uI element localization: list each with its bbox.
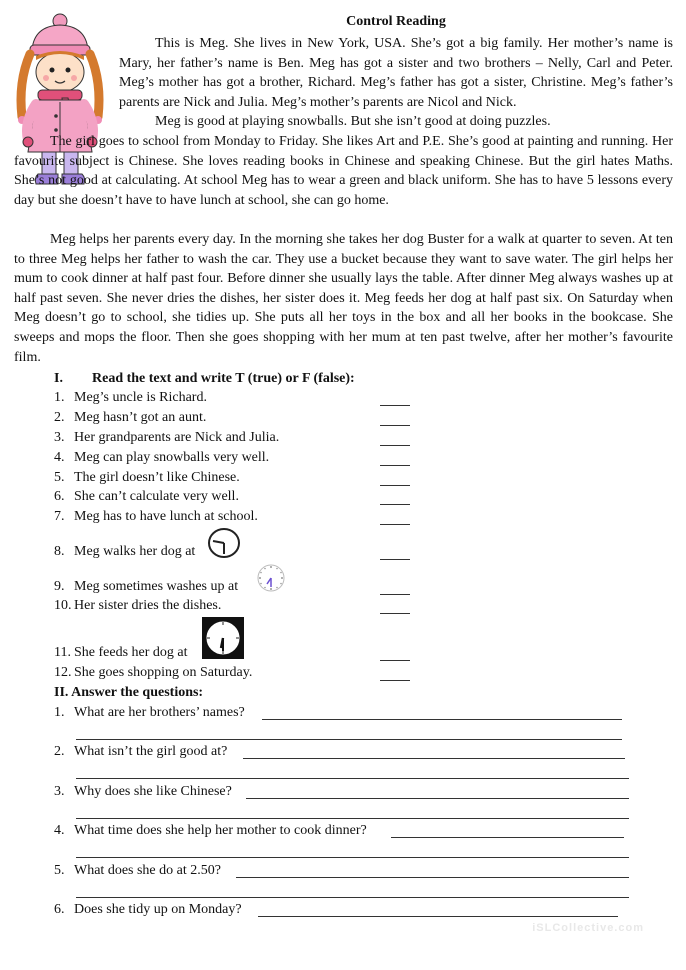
tf-blank-7[interactable] [380, 524, 410, 525]
paragraph-1: This is Meg. She lives in New York, USA. She’s got a big family. Her mother’s name is Mary, her father’s name is Ben. Meg has got a sister and two brothers – Nelly, Carl and Peter. Meg’s mother has got a brother, Richard. Meg’s father has got a sister, Christine. Meg’s father’s parents are Nick and Julia. Meg’s mother’s parents are Nicol and Nick. [119, 36, 673, 110]
tf-blank-11[interactable] [380, 660, 410, 661]
answer-line-1a[interactable] [262, 719, 622, 720]
question-3: 3. Why does she like Chinese? [54, 784, 232, 799]
section-1-heading [54, 371, 355, 387]
tf-blank-6[interactable] [380, 504, 410, 505]
tf-item-3: 3. Her grandparents are Nick and Julia. [54, 430, 280, 445]
tf-blank-4[interactable] [380, 465, 410, 466]
answer-line-3b[interactable] [76, 818, 629, 819]
answer-line-2b[interactable] [76, 778, 629, 779]
question-6: 6. Does she tidy up on Monday? [54, 902, 242, 917]
tf-item-12: 12. She goes shopping on Saturday. [54, 665, 253, 680]
answer-line-4a[interactable] [391, 837, 624, 838]
tf-item-6: 6. She can’t calculate very well. [54, 489, 239, 504]
question-4: 4. What time does she help her mother to cook dinner? [54, 823, 367, 838]
clock-half-past-seven-icon [255, 563, 287, 593]
tf-blank-9[interactable] [380, 594, 410, 595]
tf-item-10: 10. Her sister dries the dishes. [54, 598, 222, 613]
paragraph-3-text: The girl goes to school from Monday to Friday. She likes Art and P.E. She’s good at painting and running. Her favourite subject is Chinese. She loves reading books in Chinese and speaking Chinese. But the girl hates Maths. She’s not good at calculating. At school Meg has to wear a green and black uniform. She has to have 5 lessons every day but she doesn’t have to have lunch at school, she can go home. [14, 134, 673, 208]
tf-item-5: 5. The girl doesn’t like Chinese. [54, 470, 240, 485]
tf-item-7: 7. Meg has to have lunch at school. [54, 509, 258, 524]
clock-half-past-six-icon [202, 617, 244, 659]
site-watermark: iSLCollective.com [532, 922, 644, 934]
tf-blank-5[interactable] [380, 485, 410, 486]
tf-blank-2[interactable] [380, 425, 410, 426]
answer-line-6a[interactable] [258, 916, 618, 917]
answer-line-2a[interactable] [243, 758, 625, 759]
question-5: 5. What does she do at 2.50? [54, 863, 221, 878]
tf-blank-12[interactable] [380, 680, 410, 681]
section-2-heading: II. Answer the questions: [54, 685, 204, 700]
tf-blank-3[interactable] [380, 445, 410, 446]
paragraph-2: Meg is good at playing snowballs. But she isn’t good at doing puzzles. [155, 114, 551, 129]
tf-item-11: 11. She feeds her dog at [54, 645, 188, 660]
tf-item-4: 4. Meg can play snowballs very well. [54, 450, 270, 465]
section-1-number: I. [54, 371, 63, 386]
tf-item-2: 2. Meg hasn’t got an aunt. [54, 410, 207, 425]
tf-item-8: 8. Meg walks her dog at [54, 544, 196, 559]
page-title: Control Reading [346, 14, 446, 29]
question-1: 1. What are her brothers’ names? [54, 705, 245, 720]
answer-line-5a[interactable] [236, 877, 629, 878]
paragraph-4: Meg helps her parents every day. In the morning she takes her dog Buster for a walk at quarter to seven. At ten to three Meg helps her father to wash the car. They use a bucket because they want to save water. The girl helps her mum to cook dinner at half past four. Before dinner she usually lays the table. After dinner Meg always washes up at half past seven. She never dries the dishes, her sister does it. Meg feeds her dog at half past six. On Saturday when Meg doesn’t go to school, she tidies up. She puts all her toys in the box and all her books in the bookcase. She sweeps and mops the floor. Then she goes shopping with her mum at ten past twelve, after her mother’s favourite film. [14, 232, 673, 365]
tf-item-9: 9. Meg sometimes washes up at [54, 579, 239, 594]
paragraph-3 [14, 132, 673, 210]
clock-quarter-to-seven-icon [207, 527, 241, 559]
answer-line-5b[interactable] [76, 897, 629, 898]
answer-line-3a[interactable] [246, 798, 629, 799]
answer-line-1b[interactable] [76, 739, 622, 740]
tf-blank-1[interactable] [380, 405, 410, 406]
section-1-title: Read the text and write T (true) or F (false): [92, 371, 355, 386]
answer-line-4b[interactable] [76, 857, 629, 858]
tf-blank-8[interactable] [380, 559, 410, 560]
tf-blank-10[interactable] [380, 613, 410, 614]
question-2: 2. What isn’t the girl good at? [54, 744, 228, 759]
tf-item-1: 1. Meg’s uncle is Richard. [54, 390, 207, 405]
